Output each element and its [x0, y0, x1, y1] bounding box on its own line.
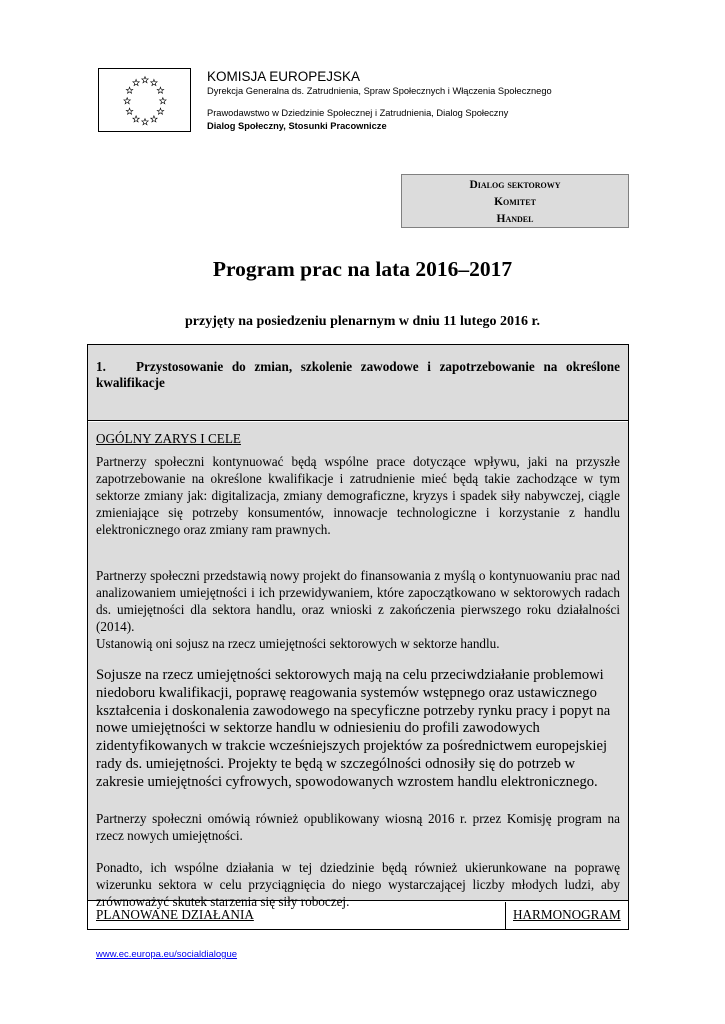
eu-star-icon: [126, 87, 132, 93]
eu-star-icon: [160, 98, 166, 104]
eu-star-icon: [124, 98, 130, 104]
footer-link[interactable]: www.ec.europa.eu/socialdialogue: [96, 949, 238, 960]
committee-line-2: Komitet: [494, 196, 536, 208]
header: [207, 69, 552, 133]
paragraph-3: Ustanowią oni sojusz na rzecz umiejętności sektorowych w sektorze handlu.: [96, 636, 500, 651]
eu-star-icon: [133, 116, 139, 122]
committee-line-3: Handel: [496, 213, 534, 225]
heading-text: Przystosowanie do zmian, szkolenie zawodowe i zapotrzebowanie na określone kwalifikacje: [96, 359, 620, 390]
committee-box: [401, 174, 629, 228]
paragraph-2: Partnerzy społeczni przedstawią nowy projekt do finansowania z myślą o kontynuowaniu prac nad analizowaniem umiejętności i ich przewidywaniem, które zapoczątkowano w sektorowych radach ds. umiejętności dla sektora handlu, oraz wnioski z zakończenia pierwszego roku działalności (2014).: [96, 568, 620, 634]
unit-name: Prawodawstwo w Dziedzinie Społecznej i Zatrudnienia, Dialog Społeczny: [207, 108, 509, 118]
eu-star-icon: [142, 119, 148, 125]
eu-star-icon: [157, 87, 163, 93]
page-subtitle: przyjęty na posiedzeniu plenarnym w dniu 11 lutego 2016 r.: [185, 314, 540, 329]
work-programme-table: [87, 344, 629, 930]
eu-star-icon: [142, 77, 148, 83]
committee-line-1: Dialog sektorowy: [469, 179, 561, 191]
paragraph-5: Partnerzy społeczni omówią również opublikowany wiosną 2016 r. przez Komisję program na rzecz nowych umiejętności.: [96, 810, 620, 843]
table-heading-row: [88, 345, 628, 421]
heading-number: 1.: [96, 359, 106, 374]
overview-title: OGÓLNY ZARYS I CELE: [96, 431, 241, 446]
table-body-row: [88, 422, 628, 909]
eu-star-icon: [151, 79, 157, 85]
eu-star-icon: [157, 108, 163, 114]
table-footer-row: [88, 902, 628, 929]
planned-actions-header: PLANOWANE DZIAŁANIA: [88, 902, 506, 929]
paragraph-1: Partnerzy społeczni kontynuować będą wspólne prace dotyczące wpływu, jaki na przyszłe zapotrzebowanie na określone kwalifikacje i zatrudnienie mieć będą takie zachodzące w tym sektorze zmiany jak: digitalizacja, zmiany demograficzne, kryzys i spadek siły nabywczej, ciągle zmieniające się potrzeby konsumentów, innowacje technologiczne i korzystanie z handlu elektronicznego oraz zmiany ram prawnych.: [96, 454, 620, 537]
section-name: Dialog Społeczny, Stosunki Pracownicze: [207, 121, 387, 131]
eu-star-icon: [133, 79, 139, 85]
directorate-general: Dyrekcja Generalna ds. Zatrudnienia, Spraw Społecznych i Włączenia Społecznego: [207, 86, 552, 96]
commission-name: KOMISJA EUROPEJSKA: [207, 69, 361, 84]
eu-star-icon: [151, 116, 157, 122]
page-title: Program prac na lata 2016–2017: [212, 257, 513, 281]
timetable-header: HARMONOGRAM: [513, 907, 621, 922]
paragraph-6: Ponadto, ich wspólne działania w tej dziedzinie będą również ukierunkowane na poprawę wizerunku sektora w celu przyciągnięcia do niego wystarczającej liczby młodych ludzi, aby zrównoważyć skutek starzenia się siły roboczej.: [96, 859, 620, 909]
paragraph-4: Sojusze na rzecz umiejętności sektorowych mają na celu przeciwdziałanie problemowi niedoboru kwalifikacji, poprawę reagowania systemów wstępnego oraz ustawicznego kształcenia i doskonalenia zawodowego na specyficzne potrzeby rynku pracy i popyt na nowe umiejętności w sektorze handlu w odniesieniu do profili zawodowych zidentyfikowanych w trakcie wcześniejszych projektów za pośrednictwem europejskiej rady ds. umiejętności. Projekty te będą w szczególności odnosiły się do potrzeb w zakresie umiejętności cyfrowych, spowodowanych wzrostem handlu elektronicznego.: [96, 667, 611, 790]
eu-star-icon: [126, 108, 132, 114]
eu-logo: [98, 68, 191, 132]
eu-stars-flag-icon: [99, 69, 192, 133]
